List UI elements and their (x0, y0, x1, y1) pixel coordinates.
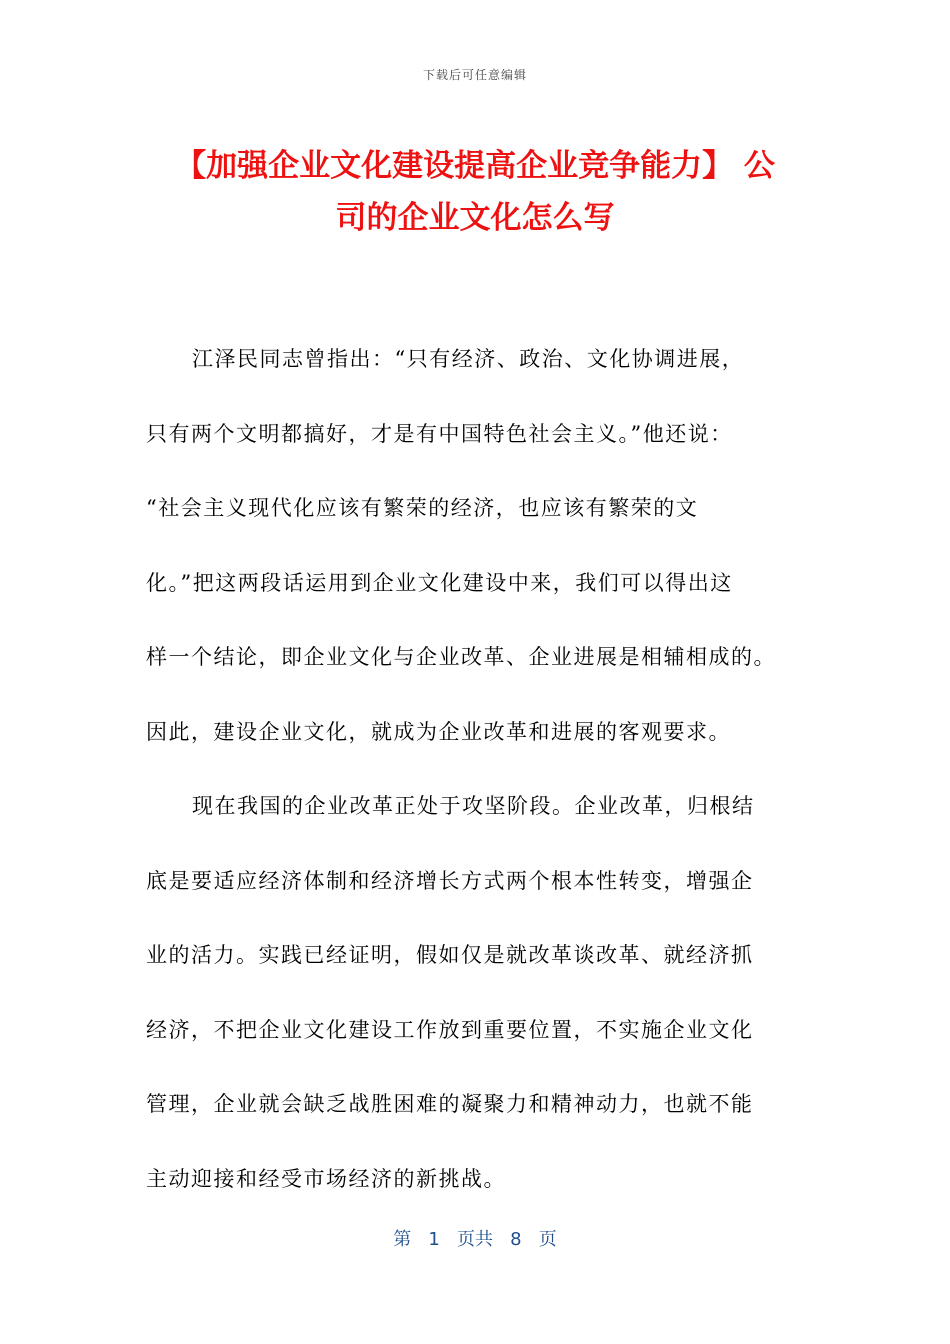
paragraph-line: 江泽民同志曾指出：“只有经济、政治、文化协调进展， (192, 347, 745, 371)
footer-middle: 页共 (457, 1229, 493, 1250)
paragraph-1 (146, 322, 818, 769)
paragraph-line: 只有两个文明都搞好，才是有中国特色社会主义。”他还说： (146, 421, 733, 446)
paragraph-line: 经济，不把企业文化建设工作放到重要位置，不实施企业文化 (146, 1017, 754, 1042)
paragraph-line: “社会主义现代化应该有繁荣的经济，也应该有繁荣的文 (146, 496, 699, 520)
paragraph-line: 业的活力。实践已经证明，假如仅是就改革谈改革、就经济抓 (146, 943, 754, 967)
paragraph-2 (146, 769, 818, 1216)
document-title (120, 140, 830, 244)
paragraph-line: 底是要适应经济体制和经济增长方式两个根本性转变，增强企 (146, 868, 754, 893)
paragraph-line: 化。”把这两段话运用到企业文化建设中来，我们可以得出这 (146, 570, 733, 595)
current-page-number: 1 (428, 1229, 440, 1250)
paragraph-line: 样一个结论，即企业文化与企业改革、企业进展是相辅相成的。 (146, 645, 776, 669)
document-body (146, 322, 818, 1216)
title-line-2: 司的企业文化怎么写 (335, 200, 615, 236)
header-note: 下载后可任意编辑 (422, 68, 527, 82)
title-line-1: 【加强企业文化建设提高企业竞争能力】 公 (175, 148, 775, 184)
paragraph-line: 现在我国的企业改革正处于攻坚阶段。企业改革，归根结 (192, 794, 755, 818)
footer-suffix: 页 (538, 1229, 557, 1250)
footer-prefix: 第 (393, 1229, 412, 1250)
paragraph-line: 主动迎接和经受市场经济的新挑战。 (146, 1166, 506, 1191)
paragraph-line: 管理，企业就会缺乏战胜困难的凝聚力和精神动力，也就不能 (146, 1092, 754, 1116)
paragraph-line: 因此，建设企业文化，就成为企业改革和进展的客观要求。 (146, 719, 731, 744)
page-footer (0, 1225, 950, 1251)
total-pages-number: 8 (510, 1229, 522, 1250)
